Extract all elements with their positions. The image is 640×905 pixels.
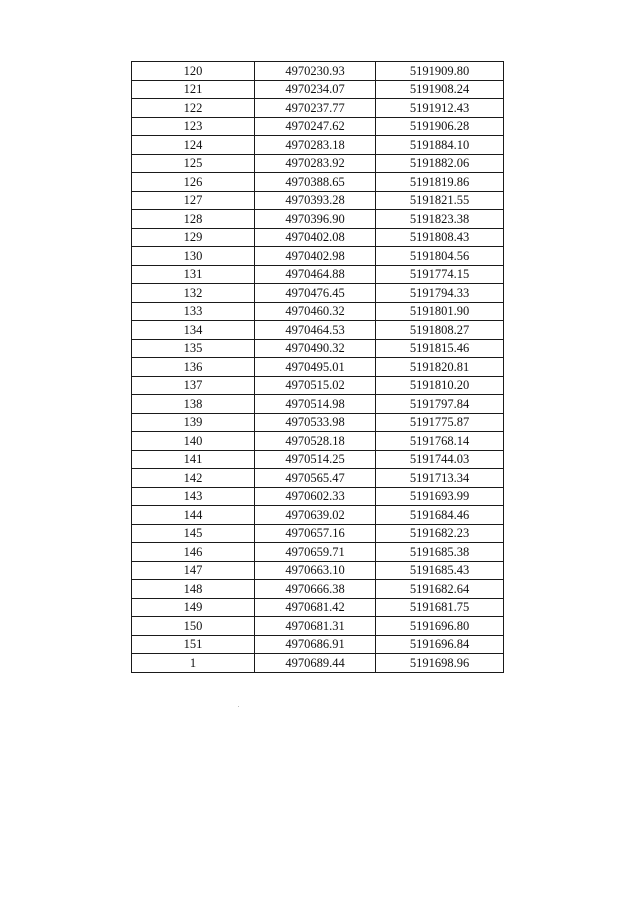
table-row	[132, 154, 504, 173]
y-coordinate-cell: 5191775.87	[376, 413, 504, 432]
y-coordinate-cell: 5191744.03	[376, 450, 504, 469]
y-coordinate-cell: 5191912.43	[376, 99, 504, 118]
table-row	[132, 395, 504, 414]
x-coordinate-cell: 4970476.45	[255, 284, 376, 303]
x-coordinate-cell: 4970402.98	[255, 247, 376, 266]
point-number-cell: 130	[132, 247, 255, 266]
x-coordinate-cell: 4970464.88	[255, 265, 376, 284]
point-number-cell: 123	[132, 117, 255, 136]
point-number-cell: 120	[132, 62, 255, 81]
x-coordinate-cell: 4970689.44	[255, 654, 376, 673]
point-number-cell: 134	[132, 321, 255, 340]
x-coordinate-cell: 4970681.31	[255, 617, 376, 636]
point-number-cell: 138	[132, 395, 255, 414]
point-number-cell: 147	[132, 561, 255, 580]
y-coordinate-cell: 5191768.14	[376, 432, 504, 451]
point-number-cell: 129	[132, 228, 255, 247]
y-coordinate-cell: 5191808.27	[376, 321, 504, 340]
table-row	[132, 136, 504, 155]
table-row	[132, 284, 504, 303]
table-row	[132, 228, 504, 247]
table-row	[132, 339, 504, 358]
point-number-cell: 126	[132, 173, 255, 192]
y-coordinate-cell: 5191797.84	[376, 395, 504, 414]
x-coordinate-cell: 4970247.62	[255, 117, 376, 136]
table-row	[132, 413, 504, 432]
y-coordinate-cell: 5191804.56	[376, 247, 504, 266]
table-row	[132, 173, 504, 192]
y-coordinate-cell: 5191823.38	[376, 210, 504, 229]
point-number-cell: 128	[132, 210, 255, 229]
point-number-cell: 143	[132, 487, 255, 506]
coordinates-table-body	[132, 62, 504, 673]
point-number-cell: 1	[132, 654, 255, 673]
point-number-cell: 133	[132, 302, 255, 321]
x-coordinate-cell: 4970533.98	[255, 413, 376, 432]
table-row	[132, 598, 504, 617]
table-row	[132, 247, 504, 266]
table-row	[132, 654, 504, 673]
point-number-cell: 151	[132, 635, 255, 654]
point-number-cell: 136	[132, 358, 255, 377]
x-coordinate-cell: 4970230.93	[255, 62, 376, 81]
point-number-cell: 121	[132, 80, 255, 99]
y-coordinate-cell: 5191820.81	[376, 358, 504, 377]
y-coordinate-cell: 5191682.64	[376, 580, 504, 599]
x-coordinate-cell: 4970234.07	[255, 80, 376, 99]
y-coordinate-cell: 5191884.10	[376, 136, 504, 155]
table-row	[132, 506, 504, 525]
table-row	[132, 376, 504, 395]
table-row	[132, 80, 504, 99]
table-row	[132, 432, 504, 451]
x-coordinate-cell: 4970686.91	[255, 635, 376, 654]
y-coordinate-cell: 5191696.84	[376, 635, 504, 654]
point-number-cell: 140	[132, 432, 255, 451]
x-coordinate-cell: 4970396.90	[255, 210, 376, 229]
point-number-cell: 122	[132, 99, 255, 118]
x-coordinate-cell: 4970495.01	[255, 358, 376, 377]
table-row	[132, 191, 504, 210]
point-number-cell: 135	[132, 339, 255, 358]
y-coordinate-cell: 5191713.34	[376, 469, 504, 488]
table-row	[132, 635, 504, 654]
y-coordinate-cell: 5191682.23	[376, 524, 504, 543]
y-coordinate-cell: 5191808.43	[376, 228, 504, 247]
x-coordinate-cell: 4970388.65	[255, 173, 376, 192]
x-coordinate-cell: 4970681.42	[255, 598, 376, 617]
table-row	[132, 321, 504, 340]
coordinates-table	[131, 61, 504, 673]
table-row	[132, 580, 504, 599]
table-row	[132, 117, 504, 136]
table-row	[132, 99, 504, 118]
point-number-cell: 150	[132, 617, 255, 636]
table-row	[132, 210, 504, 229]
table-row	[132, 543, 504, 562]
point-number-cell: 148	[132, 580, 255, 599]
y-coordinate-cell: 5191810.20	[376, 376, 504, 395]
x-coordinate-cell: 4970283.92	[255, 154, 376, 173]
x-coordinate-cell: 4970639.02	[255, 506, 376, 525]
x-coordinate-cell: 4970657.16	[255, 524, 376, 543]
y-coordinate-cell: 5191821.55	[376, 191, 504, 210]
point-number-cell: 141	[132, 450, 255, 469]
point-number-cell: 125	[132, 154, 255, 173]
point-number-cell: 146	[132, 543, 255, 562]
y-coordinate-cell: 5191684.46	[376, 506, 504, 525]
table-row	[132, 265, 504, 284]
y-coordinate-cell: 5191698.96	[376, 654, 504, 673]
x-coordinate-cell: 4970237.77	[255, 99, 376, 118]
x-coordinate-cell: 4970515.02	[255, 376, 376, 395]
table-row	[132, 450, 504, 469]
y-coordinate-cell: 5191681.75	[376, 598, 504, 617]
y-coordinate-cell: 5191909.80	[376, 62, 504, 81]
point-number-cell: 144	[132, 506, 255, 525]
y-coordinate-cell: 5191815.46	[376, 339, 504, 358]
x-coordinate-cell: 4970464.53	[255, 321, 376, 340]
y-coordinate-cell: 5191696.80	[376, 617, 504, 636]
x-coordinate-cell: 4970490.32	[255, 339, 376, 358]
point-number-cell: 124	[132, 136, 255, 155]
table-row	[132, 561, 504, 580]
y-coordinate-cell: 5191801.90	[376, 302, 504, 321]
y-coordinate-cell: 5191882.06	[376, 154, 504, 173]
point-number-cell: 131	[132, 265, 255, 284]
x-coordinate-cell: 4970602.33	[255, 487, 376, 506]
table-row	[132, 62, 504, 81]
point-number-cell: 137	[132, 376, 255, 395]
y-coordinate-cell: 5191819.86	[376, 173, 504, 192]
table-row	[132, 617, 504, 636]
point-number-cell: 132	[132, 284, 255, 303]
table-row	[132, 469, 504, 488]
x-coordinate-cell: 4970402.08	[255, 228, 376, 247]
point-number-cell: 142	[132, 469, 255, 488]
x-coordinate-cell: 4970283.18	[255, 136, 376, 155]
table-row	[132, 358, 504, 377]
x-coordinate-cell: 4970565.47	[255, 469, 376, 488]
y-coordinate-cell: 5191774.15	[376, 265, 504, 284]
point-number-cell: 139	[132, 413, 255, 432]
table-row	[132, 524, 504, 543]
point-number-cell: 127	[132, 191, 255, 210]
y-coordinate-cell: 5191906.28	[376, 117, 504, 136]
y-coordinate-cell: 5191794.33	[376, 284, 504, 303]
point-number-cell: 149	[132, 598, 255, 617]
x-coordinate-cell: 4970659.71	[255, 543, 376, 562]
x-coordinate-cell: 4970514.25	[255, 450, 376, 469]
table-row	[132, 302, 504, 321]
x-coordinate-cell: 4970393.28	[255, 191, 376, 210]
y-coordinate-cell: 5191685.38	[376, 543, 504, 562]
x-coordinate-cell: 4970514.98	[255, 395, 376, 414]
table-row	[132, 487, 504, 506]
point-number-cell: 145	[132, 524, 255, 543]
y-coordinate-cell: 5191685.43	[376, 561, 504, 580]
x-coordinate-cell: 4970528.18	[255, 432, 376, 451]
x-coordinate-cell: 4970666.38	[255, 580, 376, 599]
y-coordinate-cell: 5191693.99	[376, 487, 504, 506]
x-coordinate-cell: 4970460.32	[255, 302, 376, 321]
scan-speck	[238, 706, 239, 707]
y-coordinate-cell: 5191908.24	[376, 80, 504, 99]
x-coordinate-cell: 4970663.10	[255, 561, 376, 580]
